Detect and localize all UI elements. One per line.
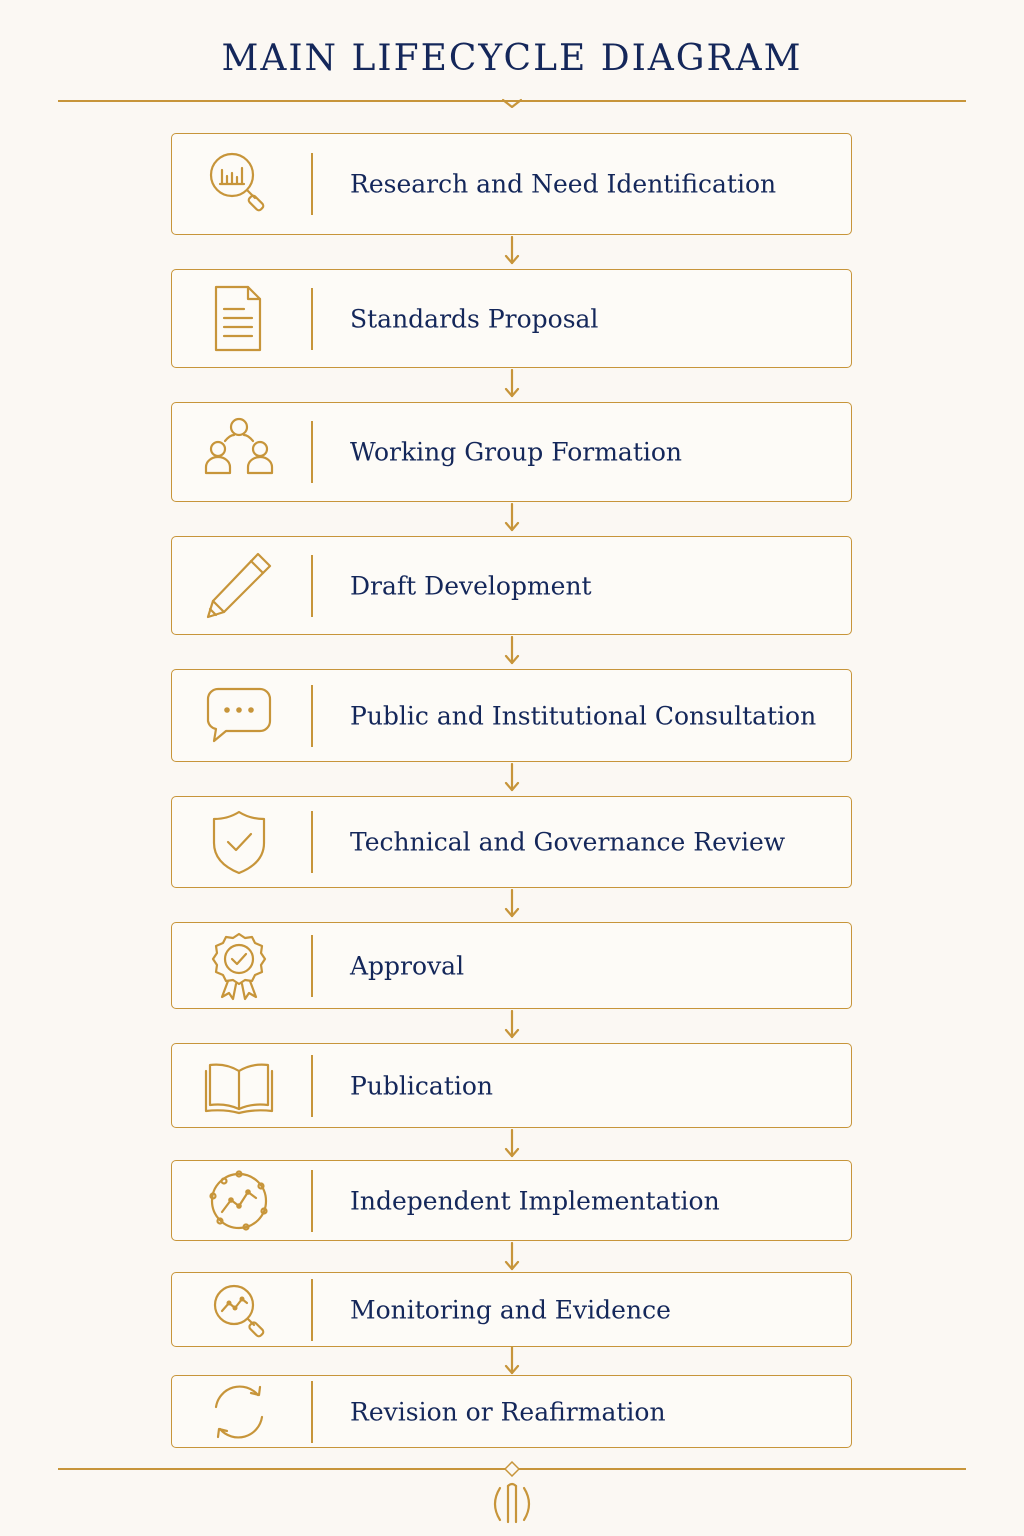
step-label: Monitoring and Evidence — [350, 1295, 671, 1324]
magnifier-trend-icon — [204, 1275, 274, 1345]
chevron-down-icon — [502, 94, 522, 108]
step-label: Standards Proposal — [350, 304, 599, 333]
shield-check-icon — [204, 807, 274, 877]
step-label: Draft Development — [350, 571, 592, 600]
open-book-icon — [204, 1051, 274, 1121]
step-label: Revision or Reafirmation — [350, 1397, 666, 1426]
magnifier-chart-icon — [204, 149, 274, 219]
arrow-down-icon — [504, 1346, 520, 1376]
step-working-group — [171, 402, 852, 502]
divider — [311, 1279, 313, 1341]
divider — [311, 685, 313, 747]
step-label: Publication — [350, 1071, 494, 1100]
arrow-down-icon — [504, 763, 520, 793]
arrow-down-icon — [504, 889, 520, 919]
arrow-down-icon — [504, 1242, 520, 1272]
step-research — [171, 133, 852, 235]
step-label: Public and Institutional Consultation — [350, 701, 817, 730]
arrow-down-icon — [504, 369, 520, 399]
arrow-down-icon — [504, 636, 520, 666]
pencil-icon — [204, 551, 274, 621]
step-label: Approval — [350, 951, 465, 980]
divider — [311, 153, 313, 215]
arrow-down-icon — [504, 1010, 520, 1040]
step-proposal — [171, 269, 852, 368]
page-title: MAIN LIFECYCLE DIAGRAM — [221, 38, 803, 79]
divider — [311, 811, 313, 873]
award-badge-icon — [204, 931, 274, 1001]
step-review — [171, 796, 852, 888]
diamond-icon — [504, 1461, 520, 1477]
step-label: Working Group Formation — [350, 437, 683, 467]
divider — [311, 1055, 313, 1117]
arrow-down-icon — [504, 503, 520, 533]
step-label: Technical and Governance Review — [350, 827, 786, 857]
step-draft — [171, 536, 852, 635]
step-label: Independent Implementation — [350, 1186, 720, 1215]
step-revision — [171, 1375, 852, 1448]
document-icon — [204, 284, 274, 354]
step-label: Research and Need Identification — [350, 169, 777, 199]
network-graph-icon — [204, 1166, 274, 1236]
arrow-down-icon — [504, 236, 520, 266]
refresh-cycle-icon — [204, 1377, 274, 1447]
divider — [311, 288, 313, 350]
step-publication — [171, 1043, 852, 1128]
divider — [311, 555, 313, 617]
divider — [311, 1170, 313, 1232]
step-approval — [171, 922, 852, 1009]
people-group-icon — [204, 417, 274, 487]
arrow-down-icon — [504, 1129, 520, 1159]
divider — [311, 935, 313, 997]
divider — [311, 421, 313, 483]
emblem-icon — [488, 1482, 536, 1526]
step-consultation — [171, 669, 852, 762]
step-monitoring — [171, 1272, 852, 1347]
divider — [311, 1381, 313, 1443]
speech-bubble-icon — [204, 681, 274, 751]
step-implementation — [171, 1160, 852, 1241]
